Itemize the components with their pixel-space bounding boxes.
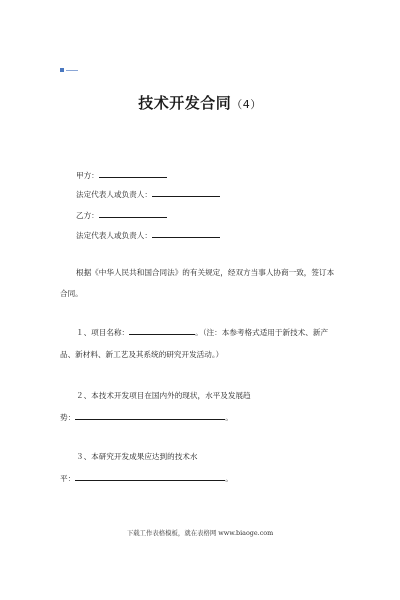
logo-mark xyxy=(60,68,78,72)
clause-2-line-2 xyxy=(60,411,233,423)
level-blank xyxy=(75,472,225,481)
clause-2-line-1: ２、本技术开发项目在国内外的现状，水平及发展趋 xyxy=(76,391,251,400)
clause-3-line-1: ３、本研究开发成果应达到的技术水 xyxy=(76,452,198,461)
project-name-blank xyxy=(129,326,195,335)
party-b-blank xyxy=(99,209,167,218)
party-b-line xyxy=(76,209,167,221)
clause-3-line-2 xyxy=(60,472,233,484)
rep-a-label: 法定代表人或负责人： xyxy=(76,190,152,199)
party-a-line xyxy=(76,169,167,181)
clause-2-label: 势： xyxy=(60,413,76,422)
party-a-label: 甲方： xyxy=(76,171,99,180)
clause-3-end: 。 xyxy=(225,474,233,483)
rep-b-line xyxy=(76,229,220,241)
title-suffix: （4） xyxy=(231,98,262,111)
rep-b-blank xyxy=(152,229,220,238)
preamble-line-2: 合同。 xyxy=(60,289,83,298)
clause-2-end: 。 xyxy=(225,413,233,422)
status-blank xyxy=(75,411,225,420)
logo-line-icon xyxy=(66,70,78,71)
clause-1-note: 。（注：本参考格式适用于新技术、新产 xyxy=(195,328,329,337)
party-b-label: 乙方： xyxy=(76,211,99,220)
logo-square-icon xyxy=(60,68,64,72)
clause-3-label: 平： xyxy=(60,474,76,483)
rep-a-blank xyxy=(152,188,220,197)
party-a-blank xyxy=(99,169,167,178)
footer-text: 下载工作表格模板，就在表格网 www.biaoge.com xyxy=(126,529,274,537)
rep-b-label: 法定代表人或负责人： xyxy=(76,231,152,240)
title-text: 技术开发合同 xyxy=(138,94,232,112)
preamble-line-1: 根据《中华人民共和国合同法》的有关规定，经双方当事人协商一致，签订本 xyxy=(76,268,335,277)
clause-1-line-1 xyxy=(76,326,328,338)
clause-1-label: １、项目名称： xyxy=(76,328,130,337)
document-title xyxy=(0,92,400,113)
rep-a-line xyxy=(76,188,220,200)
clause-1-line-2: 品、新材料、新工艺及其系统的研究开发活动。） xyxy=(60,350,224,359)
